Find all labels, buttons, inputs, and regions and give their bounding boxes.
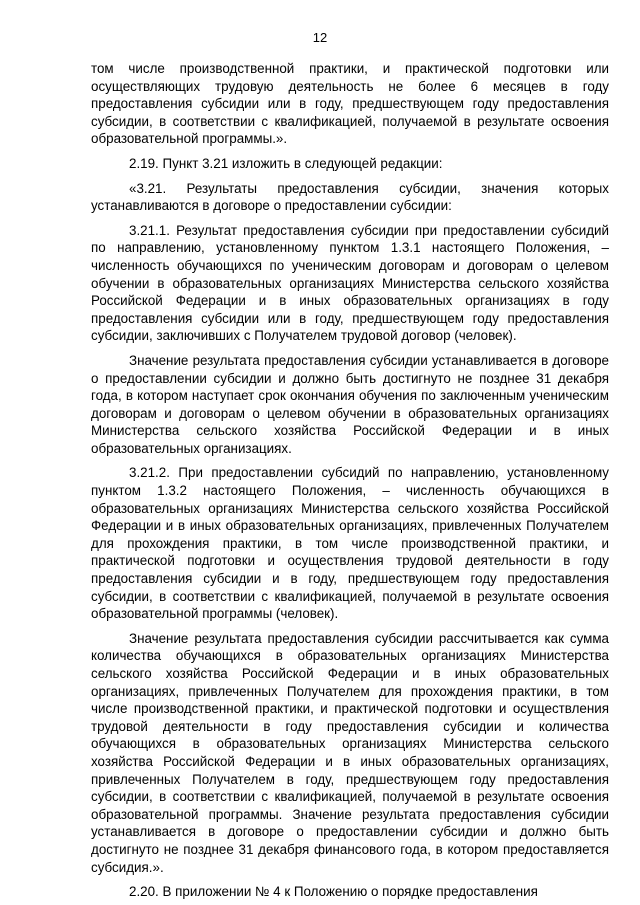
paragraph-result-value-2: Значение результата предоставления субсидии рассчитывается как сумма количества обучающихся в образовательных организациях Министерства сельского хозяйства Российской Федерации и в иных образовательных организациях, привлеченных Получателем для прохождения практики, в том числе производственной практики, и практической подготовки и осуществления трудовой деятельности в году предоставления субсидии и количества обучающихся в образовательных организациях Министерства сельского хозяйства Российской Федерации и в иных образовательных организациях, привлеченных Получателем в году, предшествующем году предоставления субсидии, в соответствии с квалификацией, получаемой в результате освоения образовательной программы. Значение результата предоставления субсидии устанавливается в договоре о предоставлении субсидии и должно быть достигнуто не позднее 31 декабря финансового года, в котором предоставляется субсидия.». bbox=[91, 630, 609, 875]
paragraph-point-3-21: «3.21. Результаты предоставления субсидии, значения которых устанавливаются в договоре о предоставлении субсидии: bbox=[91, 180, 609, 214]
document-body bbox=[91, 60, 609, 901]
paragraph-point-3-21-1: 3.21.1. Результат предоставления субсидии при предоставлении субсидий по направлению, установленному пунктом 1.3.1 настоящего Положения, – численность обучающихся по ученическим договорам и договорам о целевом обучении в образовательных организациях Министерства сельского хозяйства Российской Федерации и в иных образовательных организациях в году предоставления субсидии или в году, предшествующем году предоставления субсидии, заключивших с Получателем трудовой договор (человек). bbox=[91, 222, 609, 344]
page-number: 12 bbox=[312, 30, 328, 45]
paragraph-item-2-19: 2.19. Пункт 3.21 изложить в следующей редакции: bbox=[129, 155, 443, 171]
paragraph-item-2-20: 2.20. В приложении № 4 к Положению о порядке предоставления bbox=[129, 884, 538, 900]
paragraph-point-3-21-2: 3.21.2. При предоставлении субсидий по направлению, установленному пунктом 1.3.2 настоящего Положения, – численность обучающихся в образовательных организациях Министерства сельского хозяйства Российской Федерации и в иных образовательных организациях, привлеченных Получателем для прохождения практики, в том числе производственной практики, и практической подготовки и осуществления трудовой деятельности в году предоставления субсидии и в году, предшествующем году предоставления субсидии, в соответствии с квалификацией, получаемой в результате освоения образовательной программы (человек). bbox=[91, 465, 609, 622]
paragraph-result-value-1: Значение результата предоставления субсидии устанавливается в договоре о предоставлении субсидии и должно быть достигнуто не позднее 31 декабря года, в котором наступает срок окончания обучения по заключенным ученическим договорам и договорам о целевом обучении в образовательных организациях Министерства сельского хозяйства Российской Федерации и в иных образовательных организациях. bbox=[91, 352, 609, 456]
paragraph-continuation: том числе производственной практики, и практической подготовки или осуществляющих трудовую деятельность не более 6 месяцев в году предоставления субсидии или в году, предшествующем году предоставления субсидии, в соответствии с квалификацией, получаемой в результате освоения образовательной программы.». bbox=[91, 61, 609, 147]
